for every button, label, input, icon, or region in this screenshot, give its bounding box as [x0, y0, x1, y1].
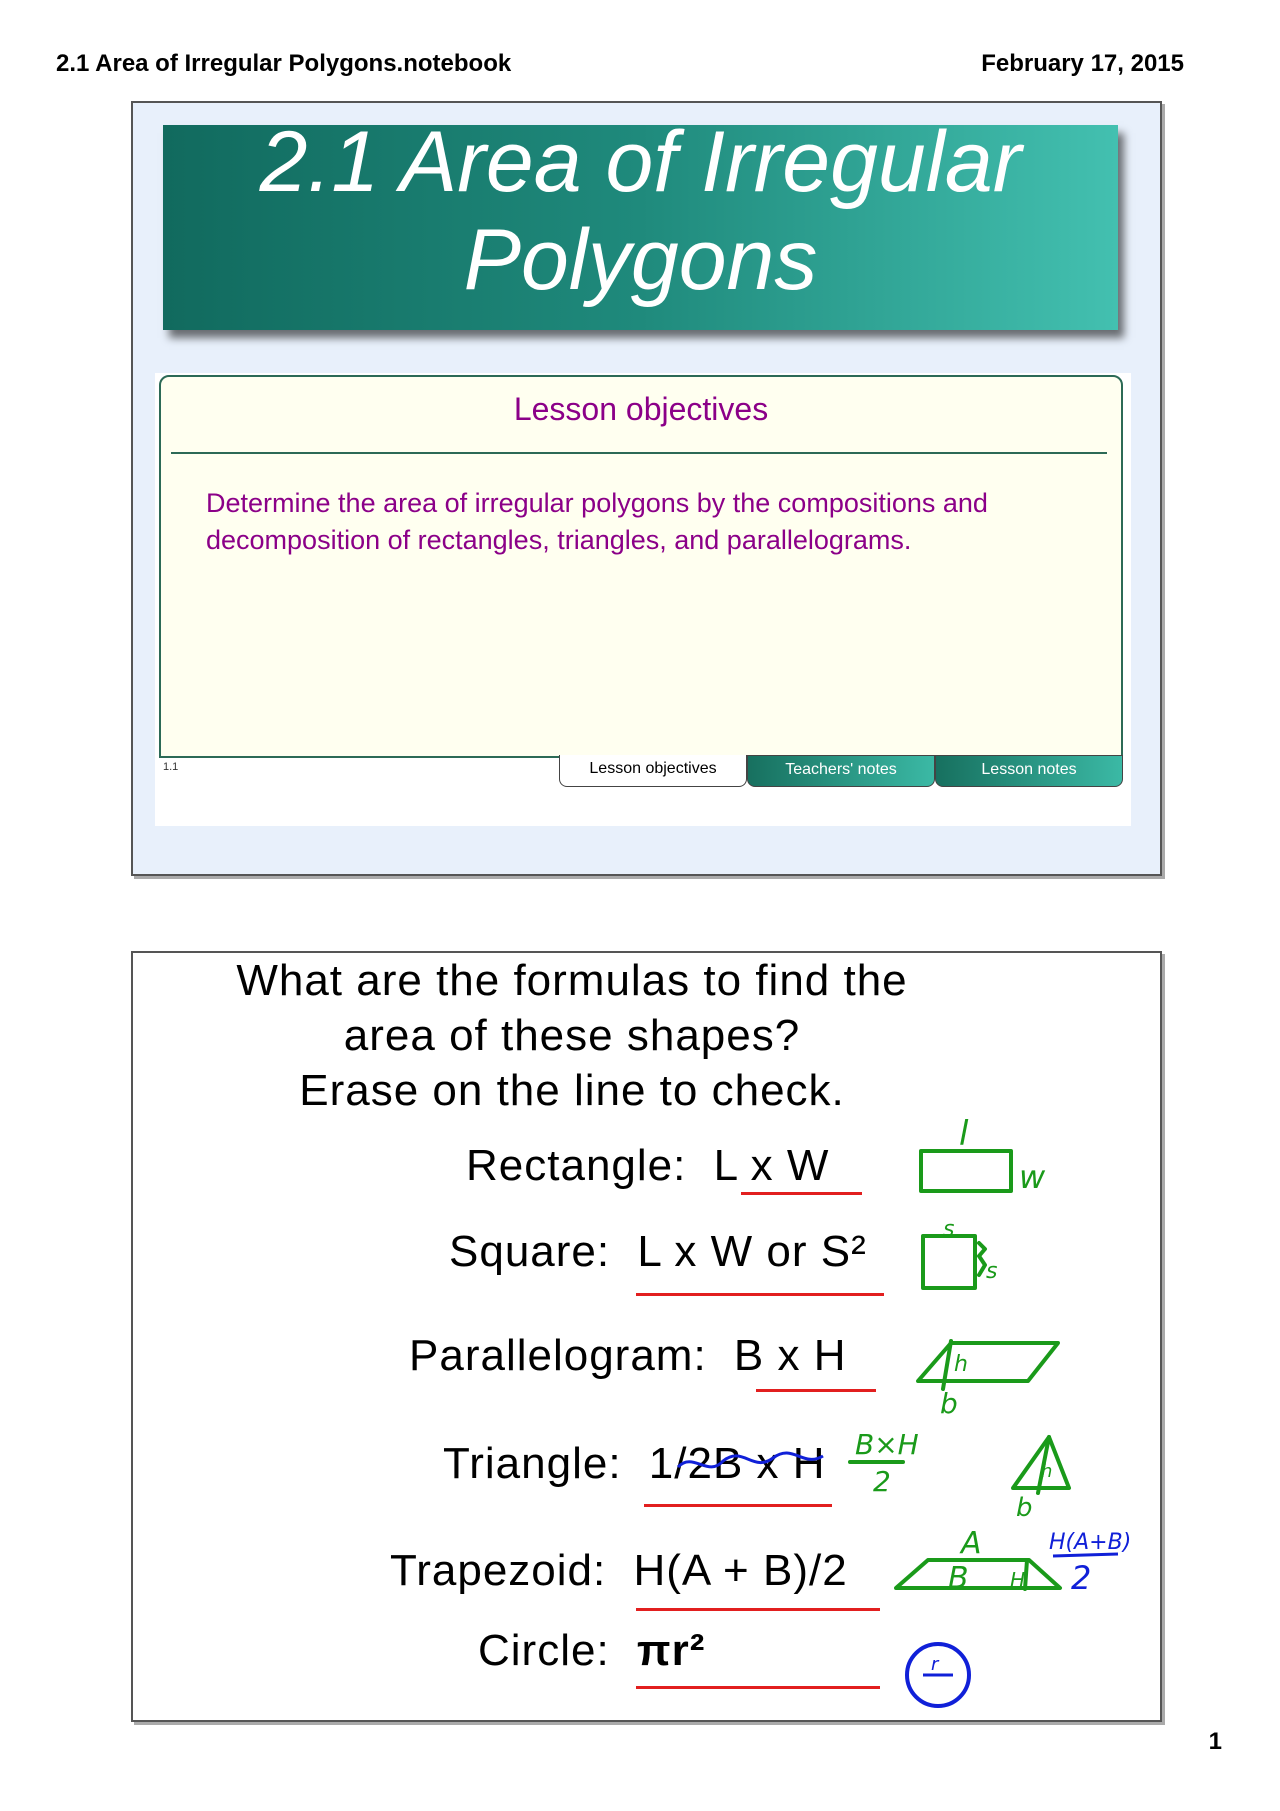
hand-label: H	[1010, 1568, 1026, 1592]
tab-lesson-objectives[interactable]: Lesson objectives	[559, 755, 747, 787]
formula-label: Square:	[449, 1227, 611, 1276]
question-line: area of these shapes?	[343, 1011, 801, 1060]
hand-label: B×H	[855, 1428, 919, 1461]
hand-label: b	[940, 1387, 958, 1420]
hand-label: b	[1016, 1493, 1033, 1523]
title-banner	[163, 125, 1118, 330]
document-date: February 17, 2015	[981, 50, 1184, 77]
objectives-box	[159, 375, 1123, 758]
page-title: 2.1 Area of Irregular Polygons	[259, 125, 1022, 308]
objectives-heading: Lesson objectives	[513, 391, 769, 427]
formula-label: Triangle:	[443, 1439, 622, 1488]
formula-label: Trapezoid:	[390, 1546, 607, 1595]
formula-label: Parallelogram:	[409, 1331, 707, 1380]
hand-label: h	[954, 1352, 968, 1377]
hand-label: 2	[1071, 1559, 1092, 1597]
document-filename: 2.1 Area of Irregular Polygons.notebook	[56, 50, 512, 77]
hand-label: s	[986, 1259, 998, 1284]
tab-teachers-notes[interactable]: Teachers' notes	[747, 755, 935, 787]
rectangle-sketch	[921, 1151, 1011, 1191]
square-sketch	[923, 1236, 975, 1288]
formula-answer: B x H	[733, 1331, 847, 1380]
slide-formulas	[131, 951, 1162, 1722]
scribble-strike	[678, 1453, 823, 1467]
formula-answer: πr²	[636, 1626, 706, 1675]
slide-title	[131, 101, 1162, 876]
hand-label: l	[959, 1114, 969, 1154]
hand-label: B	[948, 1561, 969, 1596]
hand-label: h	[1041, 1461, 1053, 1482]
page-number: 1	[1208, 1728, 1222, 1755]
tab-lesson-notes[interactable]: Lesson notes	[935, 755, 1123, 787]
hand-label: H(A+B)	[1049, 1530, 1132, 1555]
formula-label: Circle:	[478, 1626, 610, 1675]
objectives-text: Determine the area of irregular polygons by the compositions and decomposition of rectangles, triangles, and parallelograms.	[206, 488, 988, 555]
hand-label: w	[1019, 1158, 1046, 1196]
hand-label: s	[943, 1217, 955, 1242]
bracket-mark	[979, 1243, 985, 1275]
formula-answer: 1/2B x H	[648, 1439, 826, 1488]
hand-label: 2	[873, 1465, 891, 1498]
handwritten-annotations	[133, 953, 1160, 1720]
formula-answer: L x W or S²	[637, 1227, 867, 1276]
question-line: What are the formulas to find the	[236, 956, 908, 1005]
hand-label: r	[931, 1654, 939, 1675]
formula-label: Rectangle:	[466, 1141, 687, 1190]
trapezoid-sketch	[896, 1560, 1060, 1588]
formula-answer: H(A + B)/2	[633, 1546, 848, 1595]
divider	[171, 452, 1107, 454]
slide-number-label: 1.1	[163, 761, 179, 773]
formula-answer: L x W	[713, 1141, 830, 1190]
parallelogram-sketch	[918, 1343, 1058, 1381]
objectives-panel	[155, 373, 1131, 826]
hand-label: A	[961, 1526, 982, 1561]
question-line: Erase on the line to check.	[299, 1066, 845, 1115]
height-line	[1025, 1560, 1027, 1589]
